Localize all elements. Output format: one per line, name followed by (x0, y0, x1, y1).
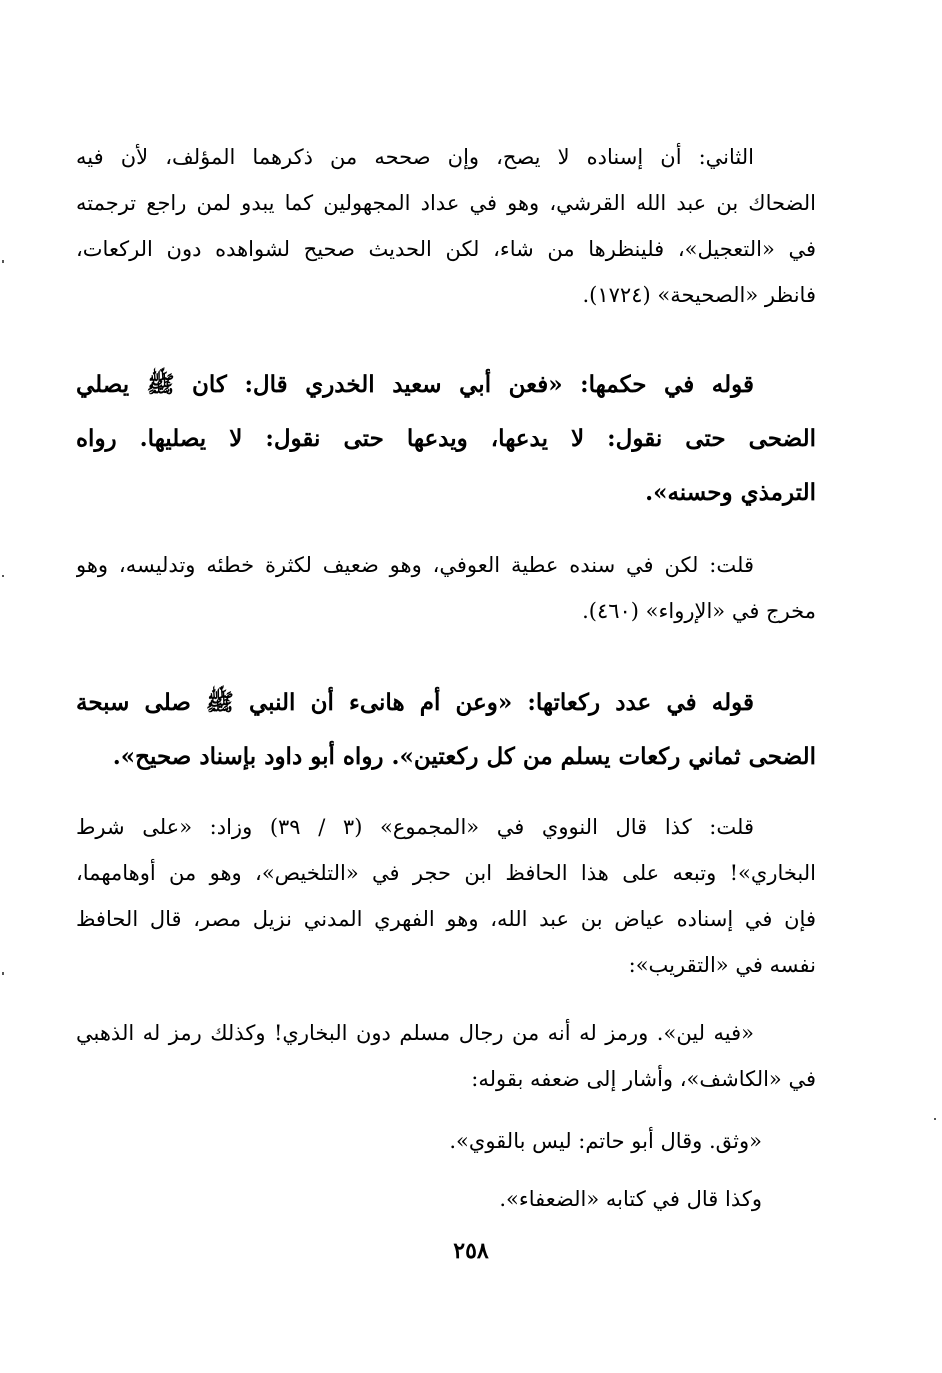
text-line: فانظر «الصحيحة» (١٧٢٤). (582, 283, 816, 307)
paragraph-rakat-heading (76, 676, 816, 784)
text-line: وكذا قال في كتابه «الضعفاء». (499, 1187, 762, 1211)
text-line: الضحى ثماني ركعات يسلم من كل ركعتين». رواه أبو داود بإسناد صحيح». (112, 743, 816, 770)
paragraph-quote-taqrib (76, 1010, 816, 1102)
text-line: في «التعجيل»، فلينظرها من شاء، لكن الحديث صحيح لشواهده دون الركعات، (76, 237, 816, 261)
paragraph-duha-ruling-heading (76, 358, 816, 520)
text-line: الضحاك بن عبد الله القرشي، وهو في عداد المجهولين كما يبدو لمن راجع ترجمته (76, 191, 816, 215)
text-line: البخاري»! وتبعه على هذا الحافظ ابن حجر في «التلخيص»، وهو من أوهامهما، (76, 861, 816, 885)
scan-speck (934, 1118, 936, 1120)
text-line: قلت: لكن في سنده عطية العوفي، وهو ضعيف لكثرة خطئه وتدليسه، وهو (76, 553, 754, 577)
quote-abu-hatim (202, 1118, 762, 1164)
text-line: نفسه في «التقريب»: (628, 953, 816, 977)
text-line: فإن في إسناده عياض بن عبد الله، وهو الفهري المدني نزيل مصر، قال الحافظ (76, 907, 816, 931)
text-line: الترمذي وحسنه». (645, 479, 816, 506)
text-line: مخرج في «الإرواء» (٤٦٠). (582, 599, 816, 623)
scan-speck (2, 972, 4, 975)
page-number: ٢٥٨ (453, 1238, 489, 1264)
text-line: الثاني: أن إسناده لا يصح، وإن صححه من ذكرهما المؤلف، لأن فيه (76, 145, 754, 169)
text-line: قوله في حكمها: «فعن أبي سعيد الخدري قال: كان ﷺ يصلي (76, 371, 754, 398)
quote-duafa (202, 1176, 762, 1222)
paragraph-comment-awfi (76, 542, 816, 634)
text-line: قوله في عدد ركعاتها: «وعن أم هانىء أن النبي ﷺ صلى سبحة (76, 689, 754, 716)
paragraph-first-objection (76, 134, 816, 318)
text-line: في «الكاشف»، وأشار إلى ضعفه بقوله: (471, 1067, 816, 1091)
text-line: «فيه لين». ورمز له أنه من رجال مسلم دون البخاري! وكذلك رمز له الذهبي (76, 1021, 754, 1045)
text-line: قلت: كذا قال النووي في «المجموع» (٣ / ٣٩) وزاد: «على شرط (76, 815, 754, 839)
paragraph-comment-nawawi (76, 804, 816, 988)
scan-speck (2, 575, 4, 577)
text-line: «وثق. وقال أبو حاتم: ليس بالقوي». (449, 1129, 762, 1153)
scan-speck (2, 260, 4, 263)
text-line: الضحى حتى نقول: لا يدعها، ويدعها حتى نقول: لا يصليها. رواه (76, 425, 816, 452)
